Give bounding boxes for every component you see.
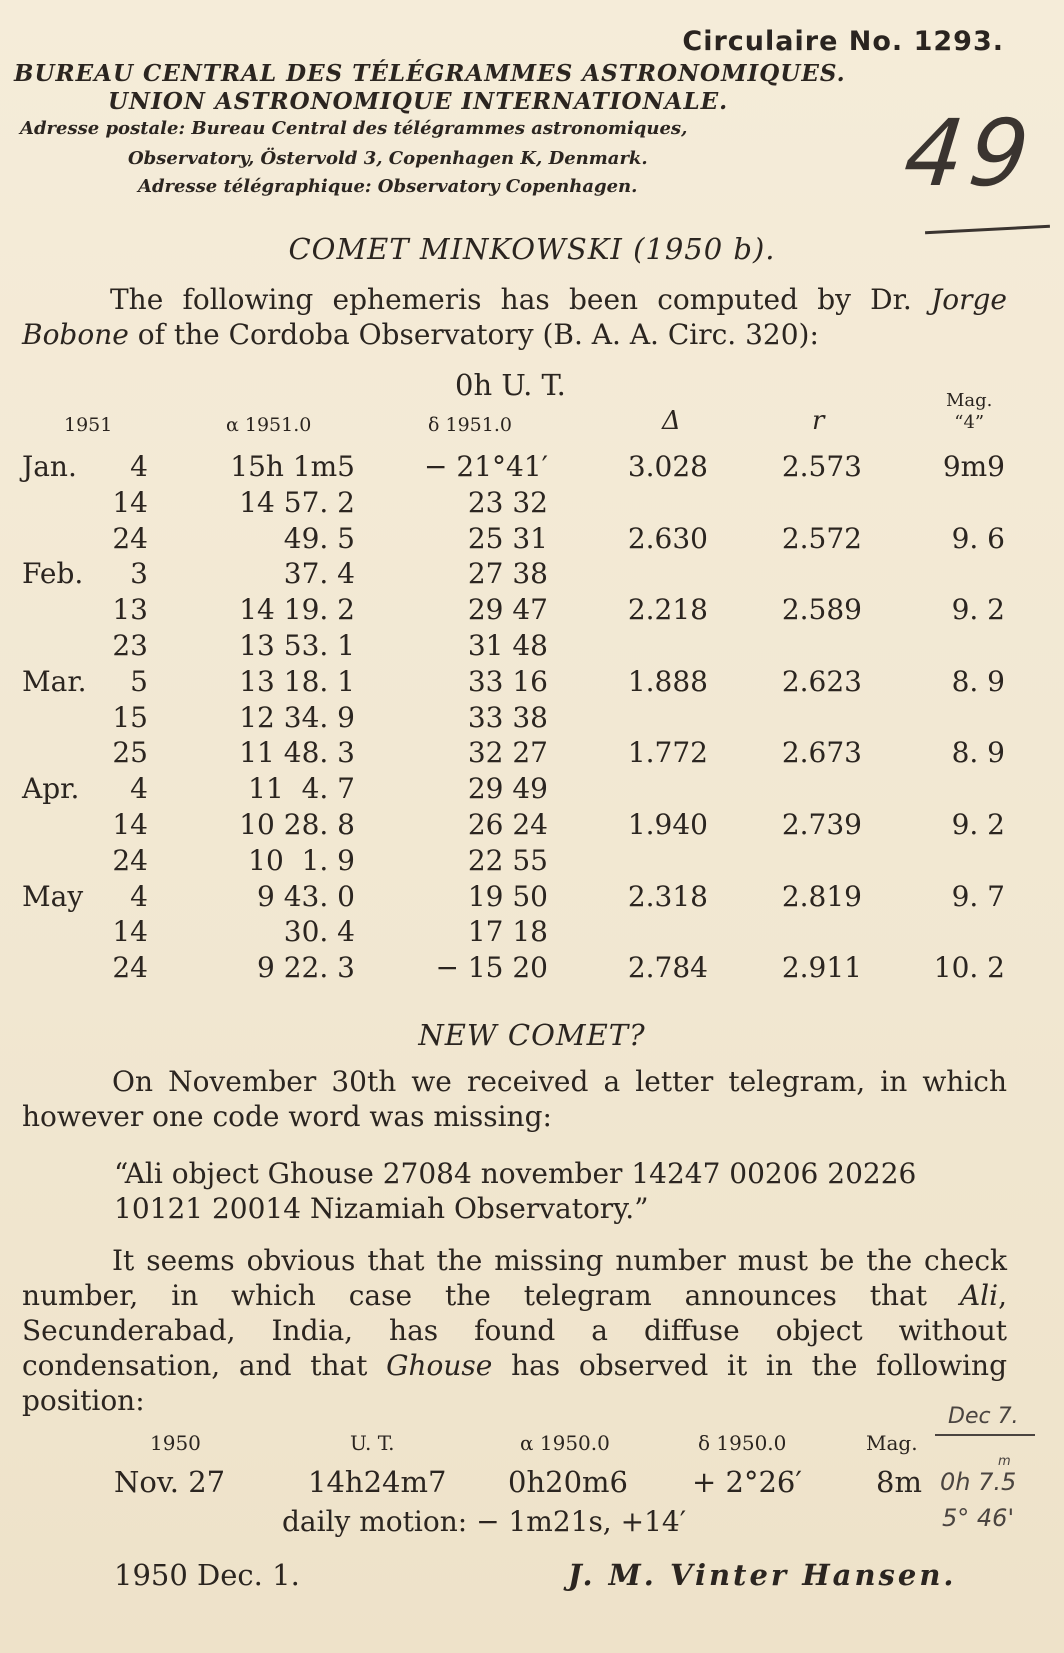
telegraph-address: Adresse télégraphique: Observatory Copenhagen. xyxy=(138,176,638,197)
cell-day: 4 xyxy=(130,450,148,483)
cell-day: 14 xyxy=(112,807,148,841)
handwritten-number: 49 xyxy=(899,100,1040,207)
para2-ali: Ali xyxy=(959,1279,999,1312)
cell-delta: 1.940 xyxy=(627,807,708,841)
ephemeris-row xyxy=(0,736,1064,772)
col-mag-label: Mag. xyxy=(946,390,993,411)
cell-dec: 29 47 xyxy=(467,593,548,627)
cell-ra: 37. 4 xyxy=(283,557,355,591)
cell-day: 15 xyxy=(112,700,148,734)
cell-day: 23 xyxy=(112,628,148,662)
pos-ut: 14h24m7 xyxy=(308,1465,447,1499)
cell-ra: 13 18. 1 xyxy=(239,664,355,698)
cell-r: 2.673 xyxy=(781,736,862,770)
cell-month: May xyxy=(22,879,84,913)
cell-delta: 3.028 xyxy=(627,450,708,483)
bureau-name: BUREAU CENTRAL DES TÉLÉGRAMMES ASTRONOMIQUES. xyxy=(14,60,846,87)
para2-text-a: It seems obvious that the missing number must be the check number, in which case the telegram announces that xyxy=(22,1244,1007,1312)
ephemeris-row xyxy=(0,450,1064,486)
cell-dec: 31 48 xyxy=(467,628,548,662)
cell-mag: 10. 2 xyxy=(933,951,1005,985)
ut-label: 0h U. T. xyxy=(455,368,566,402)
pos-mag: 8m xyxy=(876,1465,922,1499)
new-comet-title: NEW COMET? xyxy=(418,1018,646,1052)
intro-name: Jorge Bobone xyxy=(22,283,1007,351)
cell-dec: − 15 20 xyxy=(435,951,548,985)
handwritten-note-ra-sup: m xyxy=(998,1454,1011,1469)
cell-ra: 10 28. 8 xyxy=(239,807,355,841)
handwritten-note-date: Dec 7. xyxy=(948,1404,1019,1429)
pos-head-mag: Mag. xyxy=(866,1431,918,1455)
cell-mag: 8. 9 xyxy=(951,736,1005,770)
handwritten-note-ra xyxy=(940,1454,1017,1496)
cell-day: 25 xyxy=(112,736,148,770)
cell-delta: 2.318 xyxy=(627,879,708,913)
comet-minkowski-title: COMET MINKOWSKI (1950 b). xyxy=(288,232,776,266)
cell-mag: 9m9 xyxy=(942,450,1005,483)
ephemeris-row xyxy=(0,772,1064,808)
cell-dec: 17 18 xyxy=(467,915,548,949)
ephemeris-row xyxy=(0,844,1064,880)
pos-head-ra: α 1950.0 xyxy=(520,1431,610,1455)
col-ra: α 1951.0 xyxy=(226,414,312,436)
ephemeris-row xyxy=(0,808,1064,844)
ephemeris-row xyxy=(0,701,1064,737)
daily-motion: daily motion: − 1m21s, +14′ xyxy=(282,1505,687,1538)
cell-ra: 30. 4 xyxy=(283,915,355,949)
pos-ra: 0h20m6 xyxy=(508,1465,628,1499)
handwritten-note-ra-text: 0h 7.5 xyxy=(940,1468,1017,1496)
cell-day: 14 xyxy=(112,915,148,949)
cell-dec: 27 38 xyxy=(467,557,548,591)
para2-text-c: has observed it in the following position: xyxy=(22,1349,1007,1417)
cell-month: Feb. xyxy=(22,557,84,591)
cell-r: 2.623 xyxy=(781,664,862,698)
ephemeris-row xyxy=(0,557,1064,593)
cell-dec: 23 32 xyxy=(467,485,548,519)
cell-dec: 33 16 xyxy=(467,664,548,698)
cell-ra: 11 48. 3 xyxy=(239,736,355,770)
ephemeris-row xyxy=(0,880,1064,916)
signature: J. M. Vinter Hansen. xyxy=(568,1558,957,1592)
cell-dec: 26 24 xyxy=(467,807,548,841)
cell-mag: 8. 9 xyxy=(951,664,1005,698)
col-dec: δ 1951.0 xyxy=(428,414,512,436)
cell-month: Mar. xyxy=(22,664,87,698)
cell-ra: 9 43. 0 xyxy=(257,879,355,913)
cell-dec: 33 38 xyxy=(467,700,548,734)
col-year: 1951 xyxy=(64,414,113,436)
postal-address-line2: Observatory, Östervold 3, Copenhagen K, Denmark. xyxy=(128,148,648,169)
cell-day: 13 xyxy=(112,593,148,627)
cell-dec: 32 27 xyxy=(467,736,548,770)
cell-mag: 9. 2 xyxy=(951,807,1005,841)
cell-r: 2.572 xyxy=(781,521,862,555)
cell-day: 3 xyxy=(130,557,148,591)
cell-ra: 9 22. 3 xyxy=(257,951,355,985)
ephemeris-row xyxy=(0,915,1064,951)
cell-day: 24 xyxy=(112,843,148,877)
cell-delta: 2.218 xyxy=(627,593,708,627)
pos-dec: + 2°26′ xyxy=(692,1465,802,1499)
cell-ra: 12 34. 9 xyxy=(239,700,355,734)
cell-dec: − 21°41′ xyxy=(424,450,548,483)
col-delta: Δ xyxy=(662,406,681,436)
cell-day: 24 xyxy=(112,521,148,555)
new-comet-para2 xyxy=(22,1243,1007,1418)
ephemeris-row xyxy=(0,629,1064,665)
cell-day: 24 xyxy=(112,951,148,985)
cell-ra: 13 53. 1 xyxy=(239,628,355,662)
cell-ra: 11 4. 7 xyxy=(248,772,355,806)
pos-head-year: 1950 xyxy=(150,1431,201,1455)
cell-ra: 10 1. 9 xyxy=(248,843,355,877)
cell-r: 2.589 xyxy=(781,593,862,627)
pos-head-ut: U. T. xyxy=(350,1431,395,1455)
cell-ra: 14 19. 2 xyxy=(239,593,355,627)
cell-month: Jan. xyxy=(22,450,77,483)
cell-r: 2.911 xyxy=(781,951,862,985)
pos-head-dec: δ 1950.0 xyxy=(698,1431,787,1455)
intro-text-b: of the Cordoba Observatory (B. A. A. Circ. 320): xyxy=(137,318,819,351)
col-mag-sub: “4” xyxy=(954,412,985,433)
ephemeris-table xyxy=(0,450,1064,987)
cell-delta: 2.630 xyxy=(627,521,708,555)
cell-r: 2.573 xyxy=(781,450,862,483)
para2-ghouse: Ghouse xyxy=(386,1349,493,1382)
new-comet-para1: On November 30th we received a letter telegram, in which however one code word was missing: xyxy=(22,1065,1007,1133)
postal-address: Adresse postale: Bureau Central des télégrammes astronomiques, xyxy=(20,118,688,139)
cell-day: 4 xyxy=(130,879,148,913)
cell-delta: 2.784 xyxy=(627,951,708,985)
ephemeris-row xyxy=(0,665,1064,701)
cell-dec: 19 50 xyxy=(467,879,548,913)
telegram-quote: “Ali object Ghouse 27084 november 14247 00206 20226 10121 20014 Nizamiah Observatory.” xyxy=(114,1157,917,1225)
cell-ra: 14 57. 2 xyxy=(239,485,355,519)
pos-date: Nov. 27 xyxy=(114,1465,226,1499)
cell-mag: 9. 7 xyxy=(951,879,1005,913)
ephemeris-row xyxy=(0,522,1064,558)
cell-r: 2.739 xyxy=(781,807,862,841)
cell-delta: 1.772 xyxy=(627,736,708,770)
union-name: UNION ASTRONOMIQUE INTERNATIONALE. xyxy=(108,88,729,115)
ephemeris-intro xyxy=(22,282,1007,352)
ephemeris-row xyxy=(0,593,1064,629)
cell-day: 4 xyxy=(130,772,148,806)
cell-dec: 29 49 xyxy=(467,772,548,806)
cell-r: 2.819 xyxy=(781,879,862,913)
cell-day: 5 xyxy=(130,664,148,698)
circular-date: 1950 Dec. 1. xyxy=(114,1558,300,1592)
circular-number: Circulaire No. 1293. xyxy=(682,26,1004,57)
cell-ra: 49. 5 xyxy=(283,521,355,555)
cell-dec: 22 55 xyxy=(467,843,548,877)
cell-day: 14 xyxy=(112,485,148,519)
cell-month: Apr. xyxy=(22,772,80,806)
ephemeris-row xyxy=(0,486,1064,522)
intro-text-a: The following ephemeris has been computed by Dr. xyxy=(110,283,912,316)
cell-delta: 1.888 xyxy=(627,664,708,698)
col-r: r xyxy=(812,406,825,436)
handwritten-note-dec: 5° 46' xyxy=(942,1504,1015,1532)
cell-mag: 9. 2 xyxy=(951,593,1005,627)
cell-ra: 15h 1m5 xyxy=(230,450,355,483)
col-mag xyxy=(946,390,992,434)
handwritten-note-line xyxy=(935,1434,1035,1436)
para2-text-b: , Secunderabad, India, has found a diffuse object without condensation, and that xyxy=(22,1279,1007,1382)
ephemeris-row xyxy=(0,951,1064,987)
cell-dec: 25 31 xyxy=(467,521,548,555)
cell-mag: 9. 6 xyxy=(951,521,1005,555)
